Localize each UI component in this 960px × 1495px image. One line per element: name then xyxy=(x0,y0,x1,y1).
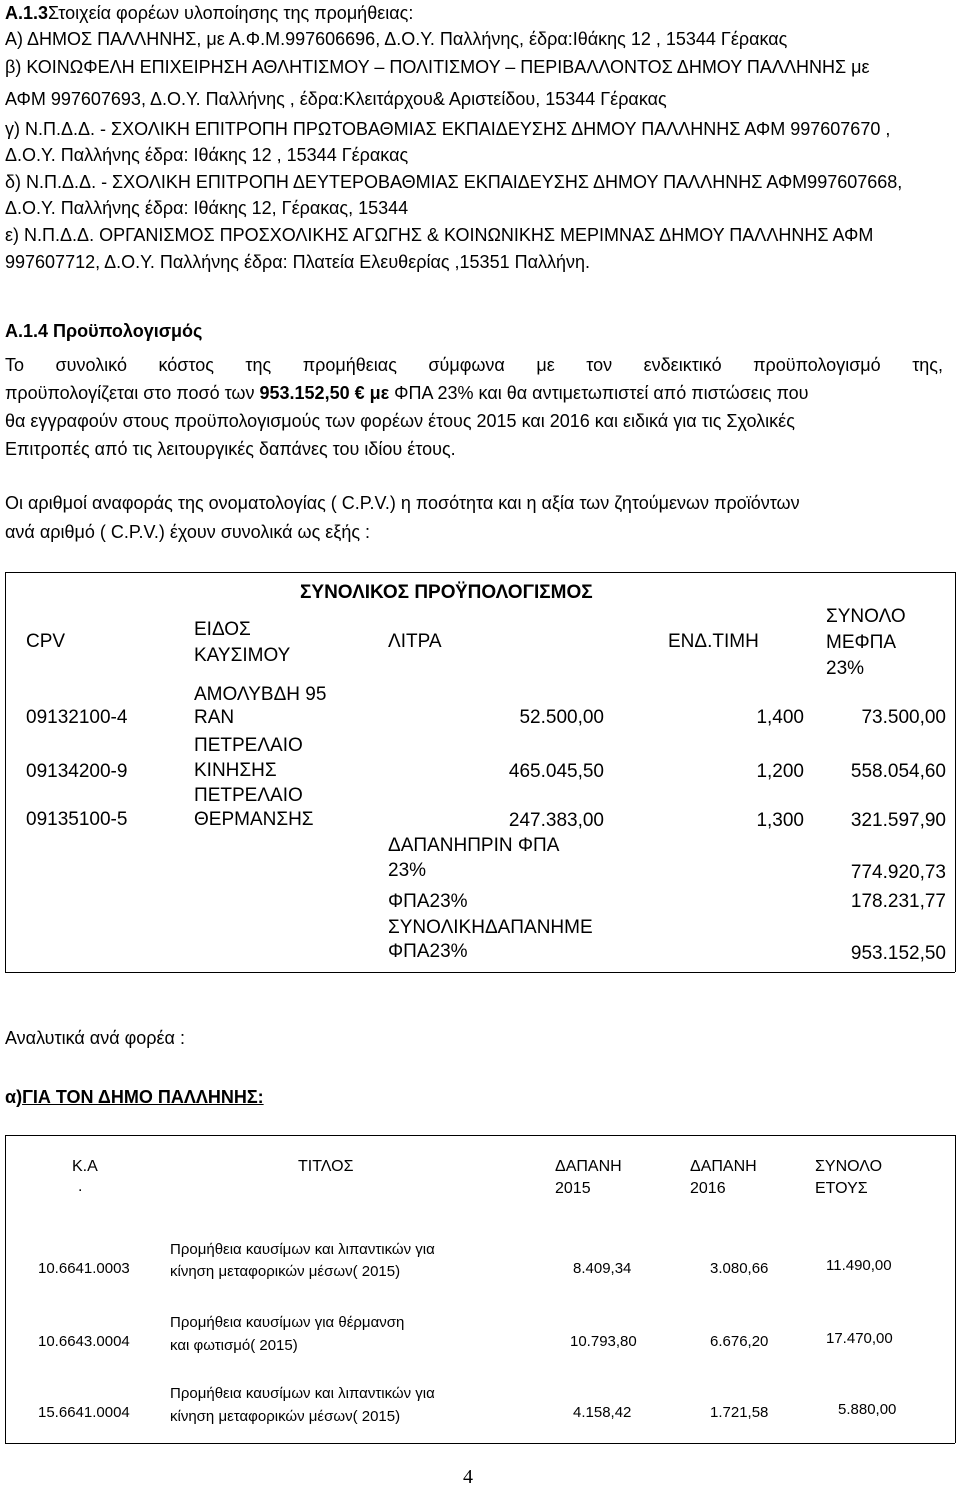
value-2016: 3.080,66 xyxy=(710,1260,769,1277)
section-a14-heading: Α.1.4 Προϋπολογισμός xyxy=(5,321,203,341)
head-total: ΜΕΦΠΑ xyxy=(826,632,897,653)
section-a13-heading xyxy=(5,2,413,24)
agency-line: β) ΚΟΙΝΩΦΕΛΗ ΕΠΙΧΕΙΡΗΣΗ ΑΘΛΗΤΙΣΜΟΥ – ΠΟΛΙΤΙΣΜΟΥ – ΠΕΡΙΒΑΛΛΟΝΤΟΣ ΔΗΜΟΥ ΠΑΛΛΗΝΗΣ με xyxy=(5,57,870,77)
unit-price: 1,400 xyxy=(756,707,804,728)
expense-title: κίνηση μεταφορικών μέσων( 2015) xyxy=(170,1263,401,1280)
value-2015: 8.409,34 xyxy=(573,1260,632,1277)
fuel-type: ΘΕΡΜΑΝΣΗΣ xyxy=(194,809,314,830)
head-price: ΕΝΔ.ΤΙΜΗ xyxy=(668,631,759,652)
value-2015: 10.793,80 xyxy=(570,1333,637,1350)
page-number: 4 xyxy=(463,1466,473,1488)
subheading-prefix: α) xyxy=(5,1087,23,1107)
value-2016: 1.721,58 xyxy=(710,1404,769,1421)
cpv-paragraph-line: Οι αριθμοί αναφοράς της ονοματολογίας ( C.P.V.) η ποσότητα και η αξία των ζητούμενων προϊόντων xyxy=(5,493,800,513)
head-type: ΕΙΔΟΣ xyxy=(194,619,251,640)
value-total: 5.880,00 xyxy=(838,1401,897,1418)
expense-title: Προμήθεια καυσίμων και λιπαντικών για xyxy=(170,1385,435,1402)
table-border xyxy=(5,1443,955,1444)
expense-title: Προμήθεια καυσίμων και λιπαντικών για xyxy=(170,1241,435,1258)
fuel-type: ΠΕΤΡΕΛΑΙΟ xyxy=(194,785,303,806)
cpv-code: 09135100-5 xyxy=(26,809,128,830)
pre-vat-label: ΔΑΠΑΝΗΠΡΙΝ ΦΠΑ xyxy=(388,835,560,856)
litres-value: 247.383,00 xyxy=(508,810,604,831)
section-a13-number: A.1.3 xyxy=(5,3,49,23)
subheading-text: ΓΙΑ ΤΟΝ ΔΗΜΟ ΠΑΛΛΗΝΗΣ: xyxy=(22,1087,264,1107)
head-total: ΕΤΟΥΣ xyxy=(815,1180,868,1197)
agency-line: γ) Ν.Π.Δ.Δ. - ΣΧΟΛΙΚΗ ΕΠΙΤΡΟΠΗ ΠΡΩΤΟΒΑΘΜΙΑΣ ΕΚΠΑΙΔΕΥΣΗΣ ΔΗΜΟΥ ΠΑΛΛΗΝΗΣ ΑΦΜ 997607670 , xyxy=(5,119,891,139)
budget-amount: 953.152,50 € με xyxy=(259,383,390,403)
head-ka: . xyxy=(78,1178,83,1195)
agency-line: Δ.Ο.Υ. Παλλήνης έδρα: Ιθάκης 12, Γέρακας, 15344 xyxy=(5,198,409,218)
budget-table-title: ΣΥΝΟΛΙΚΟΣ ΠΡΟΫΠΟΛΟΓΙΣΜΟΣ xyxy=(300,582,593,603)
agency-line: δ) Ν.Π.Δ.Δ. - ΣΧΟΛΙΚΗ ΕΠΙΤΡΟΠΗ ΔΕΥΤΕΡΟΒΑΘΜΙΑΣ ΕΚΠΑΙΔΕΥΣΗΣ ΔΗΜΟΥ ΠΑΛΛΗΝΗΣ ΑΦΜ997607668, xyxy=(5,172,903,192)
head-2015: 2015 xyxy=(555,1180,591,1197)
ka-code: 15.6641.0004 xyxy=(38,1404,130,1421)
fuel-type: RAN xyxy=(194,707,235,728)
head-litres: ΛΙΤΡΑ xyxy=(388,631,442,652)
budget-text: προϋπολογίζεται στο ποσό των xyxy=(5,383,260,403)
agency-line: Δ.Ο.Υ. Παλλήνης έδρα: Ιθάκης 12 , 15344 Γέρακας xyxy=(5,145,409,165)
table-border xyxy=(955,572,956,972)
head-2016: ΔΑΠΑΝΗ xyxy=(690,1158,757,1175)
budget-paragraph-line: Επιτροπές από τις λειτουργικές δαπάνες του ιδίου έτους. xyxy=(5,439,456,459)
ka-code: 10.6641.0003 xyxy=(38,1260,130,1277)
expense-title: κίνηση μεταφορικών μέσων( 2015) xyxy=(170,1408,401,1425)
vat-label: ΦΠΑ23% xyxy=(388,891,468,912)
agency-line: ε) Ν.Π.Δ.Δ. ΟΡΓΑΝΙΣΜΟΣ ΠΡΟΣΧΟΛΙΚΗΣ ΑΓΩΓΗΣ & ΚΟΙΝΩΝΙΚΗΣ ΜΕΡΙΜΝΑΣ ΔΗΜΟΥ ΠΑΛΛΗΝΗΣ ΑΦΜ xyxy=(5,225,874,245)
unit-price: 1,300 xyxy=(756,810,804,831)
fuel-type: ΑΜΟΛΥΒΔΗ 95 xyxy=(194,684,327,705)
litres-value: 52.500,00 xyxy=(519,707,604,728)
head-total: ΣΥΝΟΛΟ xyxy=(815,1158,883,1175)
grand-total-label: ΣΥΝΟΛΙΚΗΔΑΠΑΝΗΜΕ xyxy=(388,917,593,938)
head-total: 23% xyxy=(826,658,865,679)
grand-total-label: ΦΠΑ23% xyxy=(388,941,468,962)
fuel-type: ΠΕΤΡΕΛΑΙΟ xyxy=(194,735,303,756)
value-2015: 4.158,42 xyxy=(573,1404,632,1421)
unit-price: 1,200 xyxy=(756,761,804,782)
litres-value: 465.045,50 xyxy=(508,761,604,782)
head-ka: Κ.Α xyxy=(72,1158,98,1175)
fuel-type: ΚΙΝΗΣΗΣ xyxy=(194,760,277,781)
value-total: 17.470,00 xyxy=(826,1330,893,1347)
cpv-paragraph-line: ανά αριθμό ( C.P.V.) έχουν συνολικά ως εξής : xyxy=(5,522,371,542)
expense-title: Προμήθεια καυσίμων για θέρμανση xyxy=(170,1314,405,1331)
row-total: 558.054,60 xyxy=(850,761,946,782)
table-border xyxy=(5,572,955,573)
pre-vat-value: 774.920,73 xyxy=(850,862,946,883)
head-2016: 2016 xyxy=(690,1180,726,1197)
agency-line: Α) ΔΗΜΟΣ ΠΑΛΛΗΝΗΣ, με Α.Φ.Μ.997606696, Δ.Ο.Υ. Παλλήνης, έδρα:Ιθάκης 12 , 15344 Γέρακας xyxy=(5,29,788,49)
row-total: 73.500,00 xyxy=(861,707,946,728)
pre-vat-label: 23% xyxy=(388,860,427,881)
table-border xyxy=(5,972,955,973)
cpv-code: 09134200-9 xyxy=(26,761,128,782)
vat-value: 178.231,77 xyxy=(850,891,946,912)
per-agency-subheading xyxy=(5,1086,264,1108)
table-border xyxy=(5,572,6,972)
head-total: ΣΥΝΟΛΟ xyxy=(826,606,906,627)
head-title: ΤΙΤΛΟΣ xyxy=(298,1158,354,1175)
per-agency-heading: Αναλυτικά ανά φορέα : xyxy=(5,1028,185,1048)
expense-title: και φωτισμό( 2015) xyxy=(170,1337,298,1354)
ka-code: 10.6643.0004 xyxy=(38,1333,130,1350)
budget-paragraph-line: Το συνολικό κόστος της προμήθειας σύμφωνα με τον ενδεικτικό προϋπολογισμό της, xyxy=(5,355,943,375)
value-2016: 6.676,20 xyxy=(710,1333,769,1350)
table-border xyxy=(955,1135,956,1443)
section-a13-title: Στοιχεία φορέων υλοποίησης της προμήθειας: xyxy=(48,3,414,23)
agency-line: 997607712, Δ.Ο.Υ. Παλλήνης έδρα: Πλατεία Ελευθερίας ,15351 Παλλήνη. xyxy=(5,252,591,272)
table-border xyxy=(5,1135,6,1443)
budget-paragraph-line xyxy=(5,382,809,404)
grand-total-value: 953.152,50 xyxy=(850,943,946,964)
cpv-code: 09132100-4 xyxy=(26,707,128,728)
table-border xyxy=(5,1135,955,1136)
head-cpv: CPV xyxy=(26,631,66,652)
row-total: 321.597,90 xyxy=(850,810,946,831)
budget-paragraph-line: θα εγγραφούν στους προϋπολογισμούς των φορέων έτους 2015 και 2016 και ειδικά για τις Σχολικές xyxy=(5,411,795,431)
budget-text: ΦΠΑ 23% και θα αντιμετωπιστεί από πιστώσεις που xyxy=(389,383,809,403)
value-total: 11.490,00 xyxy=(826,1257,892,1274)
head-type: ΚΑΥΣΙΜΟΥ xyxy=(194,645,291,666)
head-2015: ΔΑΠΑΝΗ xyxy=(555,1158,622,1175)
agency-line: ΑΦΜ 997607693, Δ.Ο.Υ. Παλλήνης , έδρα:Κλειτάρχου& Αριστείδου, 15344 Γέρακας xyxy=(5,89,667,109)
